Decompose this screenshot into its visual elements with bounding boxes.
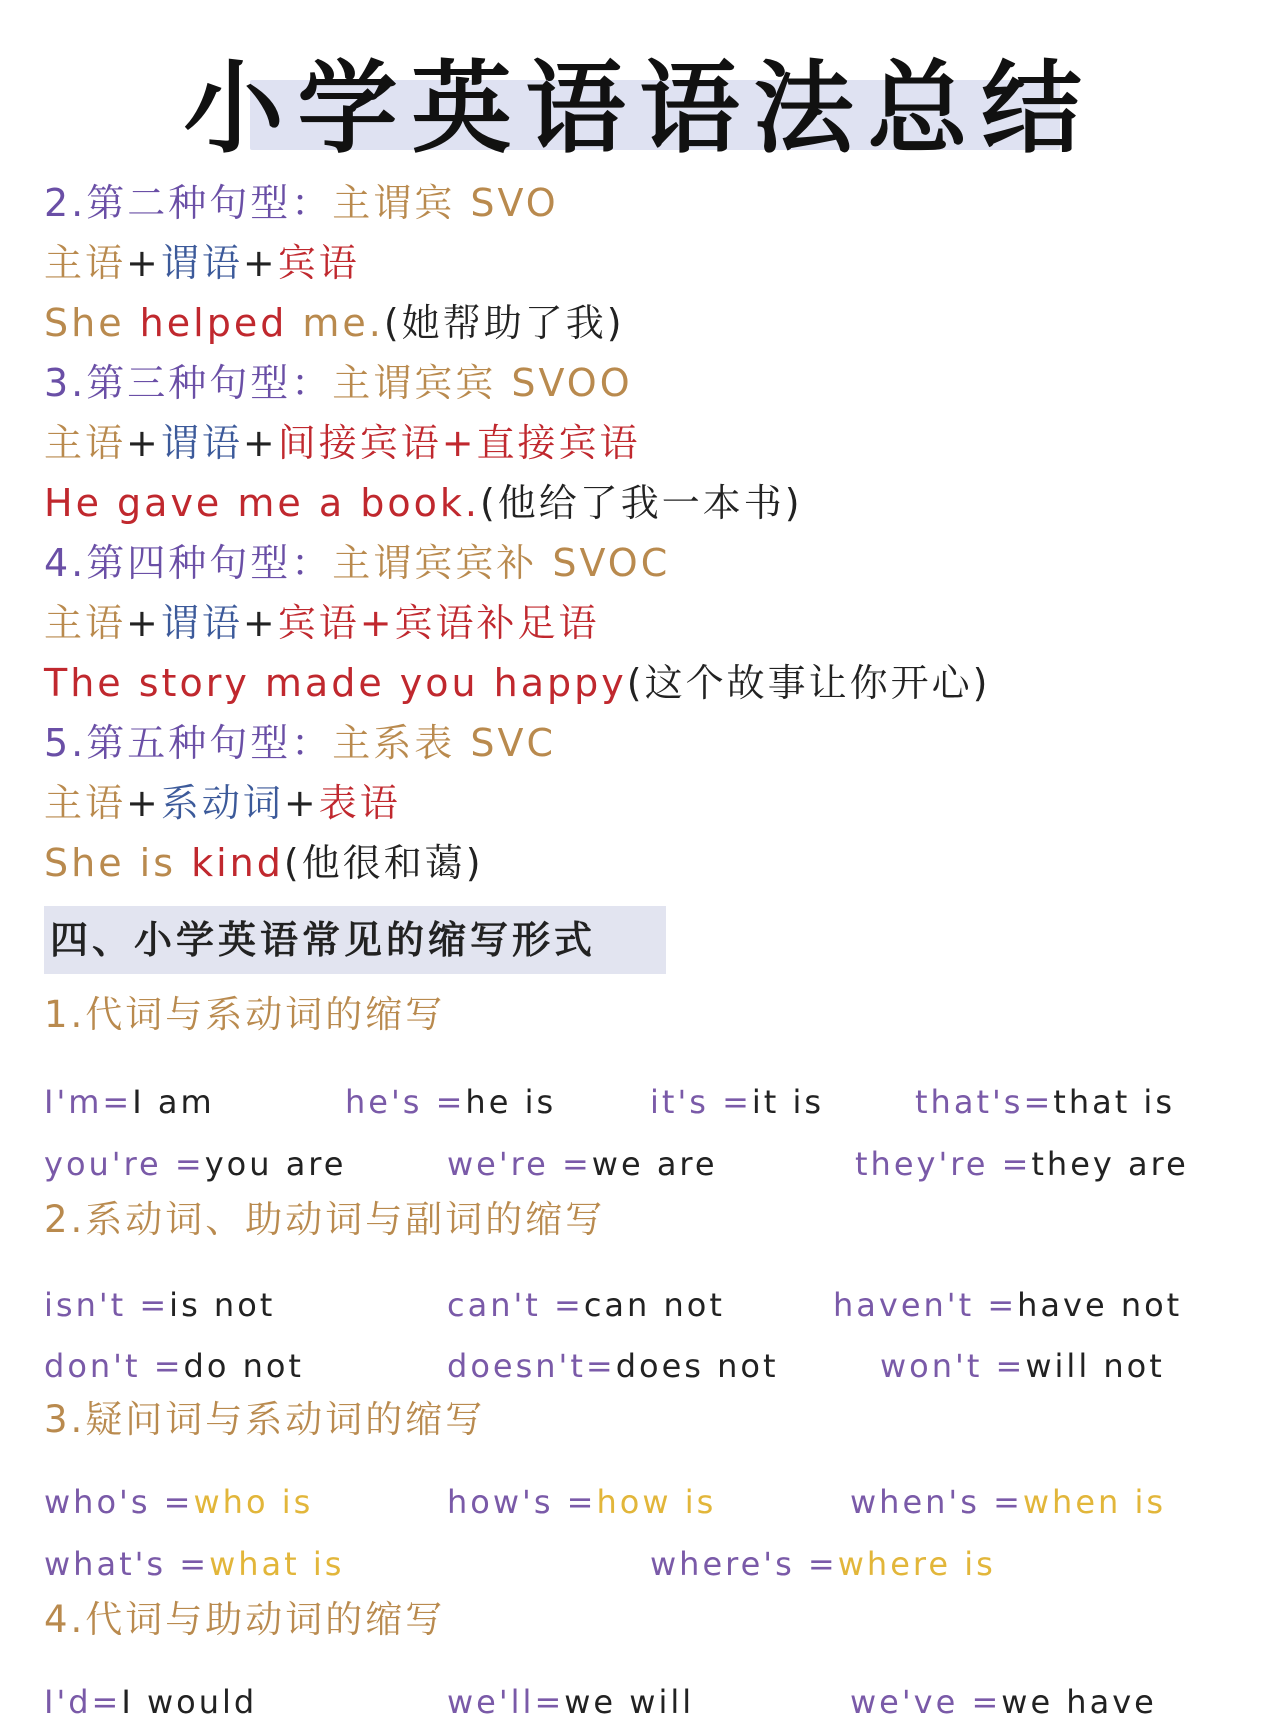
example-part: The story made you happy	[44, 661, 627, 705]
page-title: 小学英语语法总结	[183, 50, 1096, 167]
formula-part: 主语	[44, 241, 127, 285]
abbreviation-full: who is	[193, 1483, 314, 1521]
abbreviation-full: how is	[596, 1483, 717, 1521]
abbreviation-item	[345, 1080, 556, 1124]
formula-part: 主语	[44, 601, 127, 645]
formula-part: +	[126, 241, 161, 285]
formula-part: +	[126, 601, 161, 645]
abbreviation-full: when is	[1022, 1483, 1167, 1521]
formula-part: +	[283, 781, 319, 825]
pattern-heading	[44, 358, 633, 408]
abbreviation-item	[650, 1542, 996, 1586]
abbreviation-item	[44, 1142, 346, 1186]
example-part: (这个故事让你开心)	[626, 661, 991, 705]
example-part: helped	[139, 301, 303, 345]
abbreviation-full: he is	[465, 1083, 557, 1121]
abbreviation-item	[447, 1142, 718, 1186]
pattern-formula	[44, 418, 641, 468]
pattern-heading-code: 主谓宾宾 SVOO	[332, 361, 633, 405]
abbreviation-full: have not	[1017, 1286, 1183, 1324]
formula-part: +	[242, 601, 278, 645]
abbreviation-short: we'll=	[447, 1683, 565, 1721]
abbreviation-item	[850, 1680, 1157, 1724]
abbreviation-item	[44, 1283, 275, 1327]
pattern-heading	[44, 538, 670, 588]
formula-part: 宾语+宾语补足语	[277, 601, 600, 645]
abbreviation-short: we've =	[850, 1683, 1002, 1721]
abbreviation-item	[833, 1283, 1182, 1327]
abbreviation-full: that is	[1053, 1083, 1175, 1121]
pattern-formula	[44, 238, 360, 288]
abbreviation-full: do not	[183, 1347, 304, 1385]
pattern-heading-number: 2.第二种句型：	[44, 181, 333, 225]
abbreviation-full: can not	[583, 1286, 725, 1324]
abbreviation-item	[447, 1344, 779, 1388]
abbreviation-item	[44, 1480, 313, 1524]
abbreviation-short: what's =	[44, 1545, 210, 1583]
abbreviation-full: where is	[837, 1545, 996, 1583]
pattern-heading	[44, 718, 556, 768]
formula-part: 谓语	[160, 601, 243, 645]
abbreviation-full: what is	[209, 1545, 345, 1583]
abbreviation-short: I'm=	[44, 1083, 133, 1121]
abbreviation-subtitle: 3.疑问词与系动词的缩写	[44, 1398, 486, 1441]
formula-part: 主语	[44, 421, 127, 465]
example-part: (他给了我一本书)	[479, 481, 803, 525]
abbreviation-short: I'd=	[44, 1683, 122, 1721]
formula-part: 谓语	[160, 421, 243, 465]
example-part: (他很和蔼)	[283, 841, 484, 885]
pattern-formula	[44, 778, 401, 828]
pattern-example	[44, 298, 625, 348]
abbreviation-full: is not	[169, 1286, 276, 1324]
abbreviation-subtitle: 1.代词与系动词的缩写	[44, 993, 446, 1036]
formula-part: 表语	[318, 781, 401, 825]
example-part: She is	[44, 841, 192, 885]
example-part: me.	[302, 301, 384, 345]
formula-part: +	[242, 241, 278, 285]
formula-part: +	[242, 421, 278, 465]
pattern-heading-code: 主谓宾 SVO	[332, 181, 559, 225]
abbreviation-short: it's =	[650, 1083, 752, 1121]
section-title: 四、小学英语常见的缩写形式	[50, 918, 597, 962]
pattern-heading-code: 主系表 SVC	[332, 721, 556, 765]
abbreviation-full: we are	[591, 1145, 718, 1183]
abbreviation-short: who's =	[44, 1483, 194, 1521]
formula-part: +	[126, 781, 161, 825]
example-part: kind	[191, 841, 284, 885]
abbreviation-short: that's=	[915, 1083, 1054, 1121]
abbreviation-subtitle: 2.系动词、助动词与副词的缩写	[44, 1198, 606, 1241]
abbreviation-full: you are	[204, 1145, 347, 1183]
abbreviation-full: we have	[1001, 1683, 1157, 1721]
abbreviation-full: it is	[751, 1083, 825, 1121]
pattern-heading-number: 5.第五种句型：	[44, 721, 333, 765]
abbreviation-short: where's =	[650, 1545, 838, 1583]
example-part: She	[44, 301, 140, 345]
abbreviation-item	[855, 1142, 1189, 1186]
abbreviation-short: won't =	[880, 1347, 1026, 1385]
abbreviation-item	[44, 1680, 257, 1724]
pattern-example	[44, 838, 484, 888]
abbreviation-short: isn't =	[44, 1286, 170, 1324]
abbreviation-full: I would	[121, 1683, 258, 1721]
abbreviation-short: when's =	[850, 1483, 1023, 1521]
pattern-heading-number: 3.第三种句型：	[44, 361, 333, 405]
abbreviation-item	[447, 1480, 716, 1524]
abbreviation-item	[650, 1080, 824, 1124]
abbreviation-full: I am	[132, 1083, 215, 1121]
abbreviation-item	[850, 1480, 1166, 1524]
abbreviation-short: don't =	[44, 1347, 184, 1385]
example-part: He gave me a book.	[44, 481, 480, 525]
abbreviation-short: he's =	[345, 1083, 466, 1121]
pattern-heading-code: 主谓宾宾补 SVOC	[332, 541, 671, 585]
abbreviation-item	[44, 1542, 344, 1586]
abbreviation-short: can't =	[447, 1286, 584, 1324]
formula-part: 间接宾语+直接宾语	[277, 421, 641, 465]
abbreviation-item	[880, 1344, 1165, 1388]
abbreviation-full: we will	[564, 1683, 695, 1721]
formula-part: 主语	[44, 781, 127, 825]
pattern-heading	[44, 178, 559, 228]
pattern-example	[44, 658, 990, 708]
abbreviation-item	[447, 1680, 694, 1724]
pattern-formula	[44, 598, 600, 648]
formula-part: 谓语	[160, 241, 243, 285]
abbreviation-short: doesn't=	[447, 1347, 616, 1385]
abbreviation-short: we're =	[447, 1145, 592, 1183]
pattern-example	[44, 478, 803, 528]
formula-part: 系动词	[160, 781, 284, 825]
abbreviation-item	[447, 1283, 725, 1327]
abbreviation-short: they're =	[855, 1145, 1032, 1183]
abbreviation-item	[44, 1080, 215, 1124]
formula-part: +	[126, 421, 161, 465]
abbreviation-short: how's =	[447, 1483, 597, 1521]
abbreviation-item	[44, 1344, 304, 1388]
abbreviation-full: does not	[615, 1347, 779, 1385]
abbreviation-item	[915, 1080, 1175, 1124]
abbreviation-full: they are	[1031, 1145, 1189, 1183]
example-part: (她帮助了我)	[383, 301, 625, 345]
formula-part: 宾语	[277, 241, 360, 285]
pattern-heading-number: 4.第四种句型：	[44, 541, 333, 585]
abbreviation-subtitle: 4.代词与助动词的缩写	[44, 1598, 446, 1641]
abbreviation-full: will not	[1025, 1347, 1165, 1385]
abbreviation-short: you're =	[44, 1145, 205, 1183]
abbreviation-short: haven't =	[833, 1286, 1018, 1324]
